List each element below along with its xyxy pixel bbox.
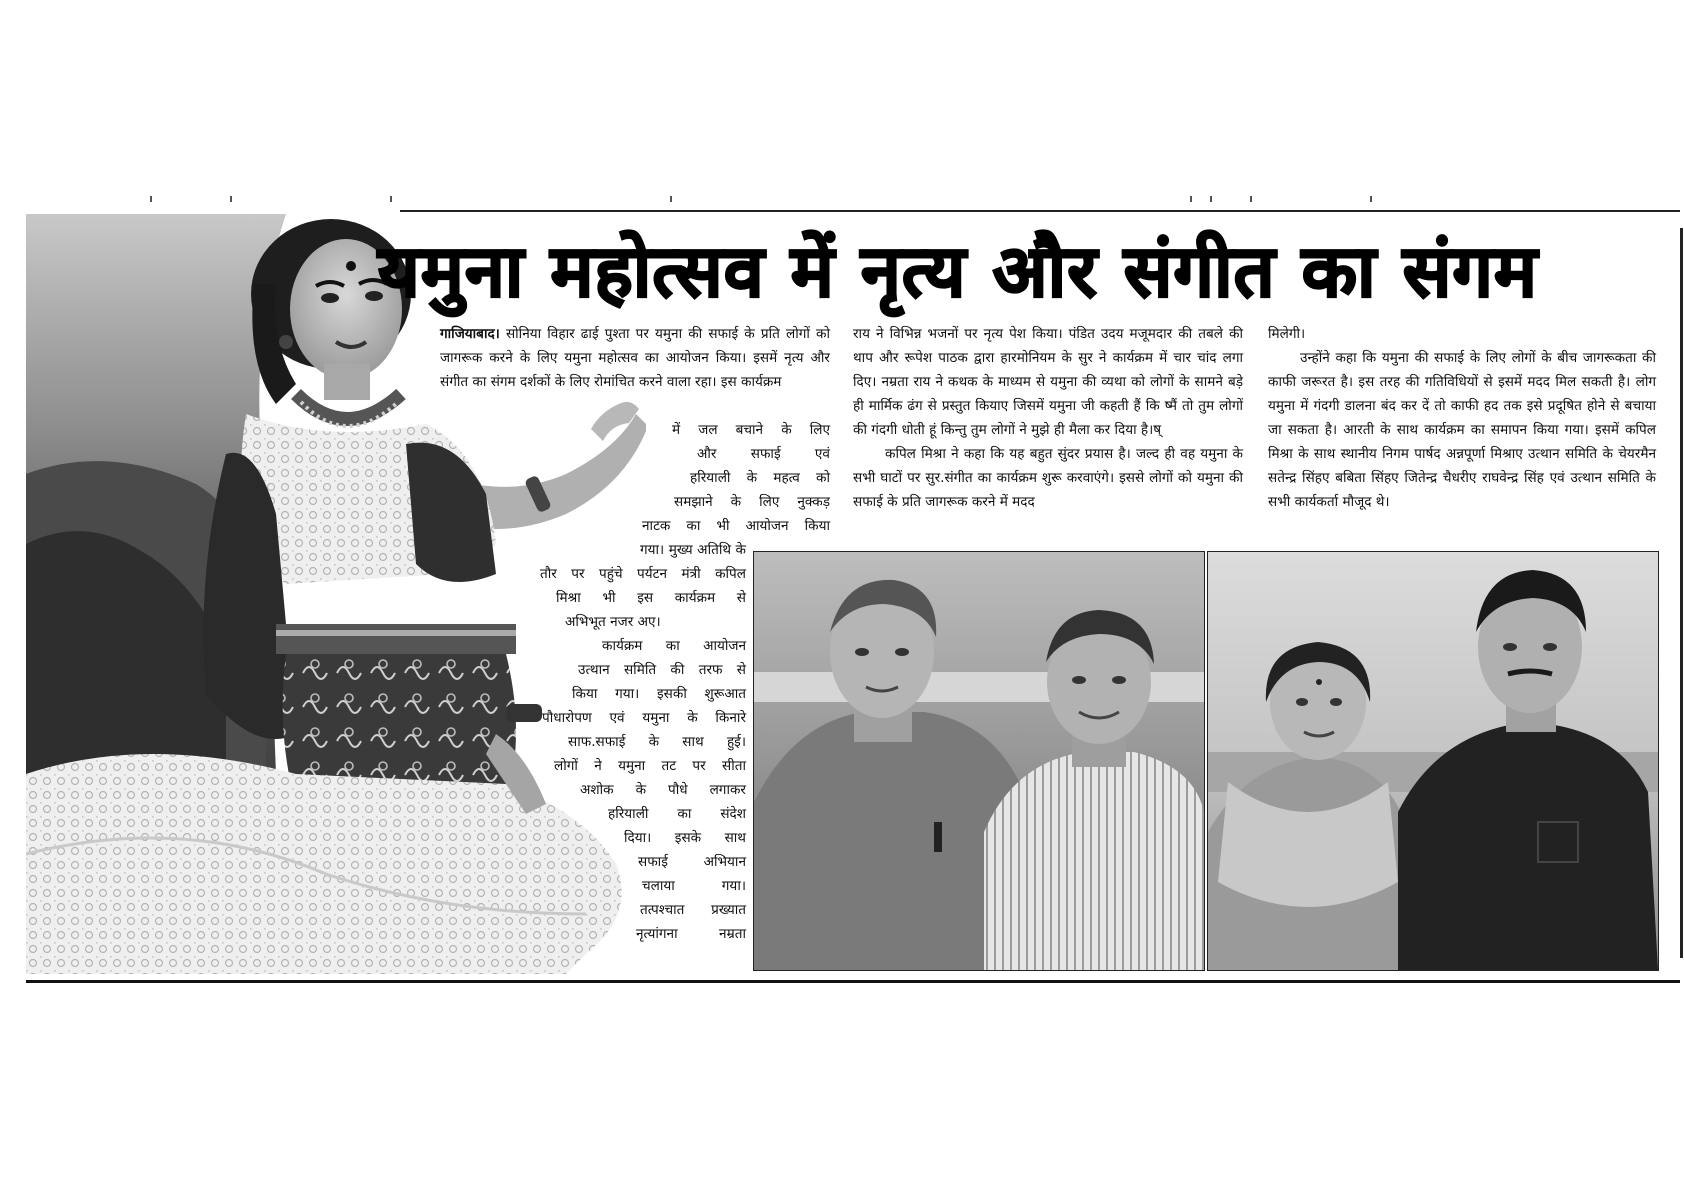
- wrap-line: चलाया गया।: [642, 878, 746, 894]
- wrap-line: सफाई अभियान: [638, 854, 746, 870]
- photo-two-men: [753, 551, 1205, 971]
- wrap-line: दिया। इसके साथ: [624, 830, 746, 846]
- article-col1-top: [440, 322, 830, 394]
- wrap-line: नृत्यांगना नम्रता: [636, 926, 746, 942]
- wrap-line: मिश्रा भी इस कार्यक्रम से: [556, 590, 746, 606]
- wrap-line: तत्पश्चात प्रख्यात: [640, 902, 746, 918]
- col2-paragraph: राय ने विभिन्न भजनों पर नृत्य पेश किया। पंडित उदय मजूमदार की तबले की थाप और रूपेश पाठक द्वारा हारमोनियम के सुर ने कार्यक्रम में चार चांद लगा दिए। नम्रता राय ने कथक के माध्यम से यमुना की व्यथा को लोगों के सामने बड़े ही मार्मिक ढंग से प्रस्तुत कियाए जिसमें यमुना जी कहती हैं कि ष्मैं तो तुम लोगों की गंदगी धोती हूं किन्तु तुम लोगों ने मुझे ही मैला कर दिया है।ष्: [853, 326, 1243, 438]
- wrap-line: अशोक के पौधे लगाकर: [580, 782, 746, 798]
- wrap-line: साफ.सफाई के साथ हुई।: [568, 734, 746, 750]
- wrap-line: में जल बचाने के लिए: [672, 422, 830, 438]
- wrap-line: कार्यक्रम का आयोजन: [602, 638, 746, 654]
- photo-woman-and-man: [1207, 551, 1659, 971]
- wrap-line: नाटक का भी आयोजन किया: [642, 518, 830, 534]
- wrap-line: हरियाली के महत्व को: [690, 470, 830, 486]
- article-col3: [1268, 322, 1656, 514]
- wrap-line: अभिभूत नजर अए।: [565, 614, 661, 630]
- col1-top-text: सोनिया विहार ढाई पुश्ता पर यमुना की सफाई के प्रति लोगों को जागरूक करने के लिए यमुना महोत्सव का आयोजन किया। इसमें नृत्य और संगीत का संगम दर्शकों के लिए रोमांचित करने वाला रहा। इस कार्यक्रम: [440, 326, 830, 390]
- right-edge-rule: [1680, 228, 1683, 958]
- wrap-line: समझाने के लिए नुक्कड़: [674, 494, 830, 510]
- wrap-line: और सफाई एवं: [697, 446, 830, 462]
- col3-paragraph: उन्होंने कहा कि यमुना की सफाई के लिए लोगों के बीच जागरूकता की काफी जरूरत है। इस तरह की गतिविधियों से इसमें मदद मिल सकती है। लोग यमुना में गंदगी डालना बंद कर दें तो काफी हद तक इसे प्रदूषित होने से बचाया जा सकता है। आरती के साथ कार्यक्रम का समापन किया गया। इसमें कपिल मिश्रा के साथ स्थानीय निगम पार्षद अन्नपूर्णा मिश्राए उत्थान समिति के चेयरमैन सतेन्द्र सिंहए बबिता सिंहए जितेन्द्र चैधरीए राघवेन्द्र सिंह एवं उत्थान समिति के सभी कार्यकर्ता मौजूद थे।: [1268, 350, 1656, 510]
- bottom-rule: [26, 980, 1680, 983]
- col3-paragraph: मिलेगी।: [1268, 326, 1306, 342]
- top-tick-marks: [110, 196, 1410, 206]
- headline: यमुना महोत्सव में नृत्य और संगीत का संगम: [378, 229, 1538, 313]
- wrap-line: तौर पर पहुंचे पर्यटन मंत्री कपिल: [540, 566, 746, 582]
- wrap-line: उत्थान समिति की तरफ से: [578, 662, 746, 678]
- col2-paragraph: कपिल मिश्रा ने कहा कि यह बहुत सुंदर प्रयास है। जल्द ही वह यमुना के सभी घाटों पर सुर.संगीत का कार्यक्रम शुरू करवाएंगे। इससे लोगों को यमुना की सफाई के प्रति जागरूक करने में मदद: [853, 446, 1243, 510]
- wrap-line: पौधारोपण एवं यमुना के किनारे: [542, 710, 746, 726]
- top-rule: [400, 210, 1680, 212]
- wrap-line: किया गया। इसकी शुरूआत: [572, 686, 746, 702]
- wrap-line: लोगों ने यमुना तट पर सीता: [554, 758, 746, 774]
- wrap-line: हरियाली का संदेश: [608, 806, 746, 822]
- article-col2: [853, 322, 1243, 514]
- wrap-line: गया। मुख्य अतिथि के: [640, 542, 746, 558]
- dateline: गाजियाबाद।: [440, 326, 500, 342]
